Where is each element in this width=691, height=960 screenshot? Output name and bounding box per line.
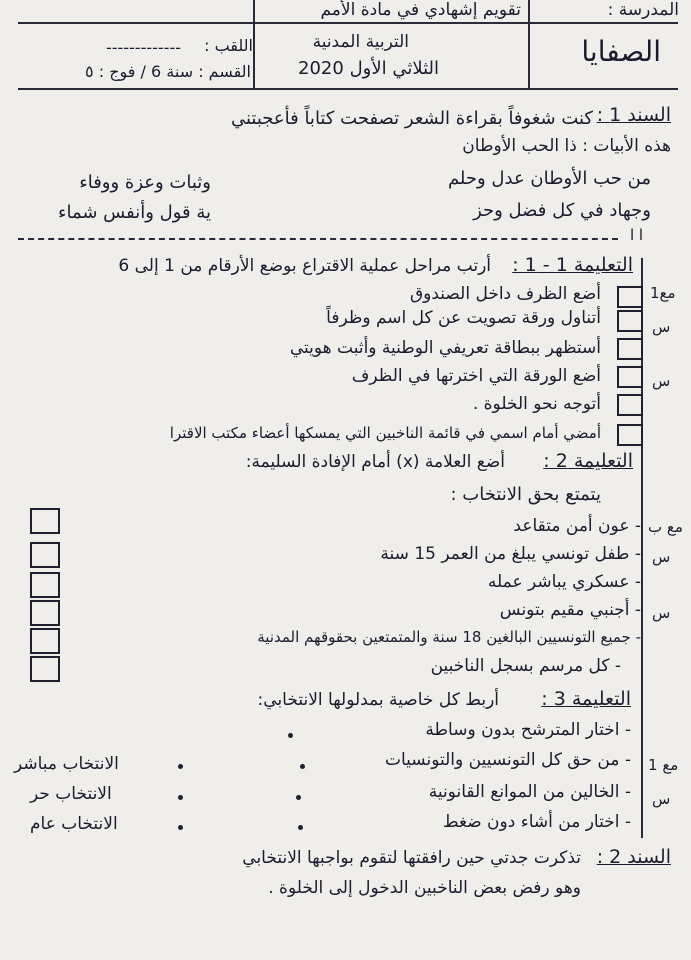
pupil-name: الصفايا: [581, 35, 661, 68]
verse1-right: من حب الأوطان عدل وحلم: [447, 168, 651, 189]
header-divider-right: [528, 0, 530, 88]
task3-dot-r3[interactable]: [296, 795, 301, 800]
task2-title: التعليمة 2 :: [543, 450, 633, 472]
task3-dot-l2[interactable]: [178, 795, 183, 800]
verse2-right: وجهاد في كل فضل وحز: [473, 200, 651, 221]
task2-item-4: - أجنبي مقيم بتونس: [499, 600, 641, 620]
task2-box-6[interactable]: [30, 656, 60, 682]
sanad2-title: السند 2 :: [596, 846, 671, 868]
task2-item-2: - طفل تونسي يبلغ من العمر 15 سنة: [380, 544, 641, 564]
task1-box-4[interactable]: [617, 366, 643, 388]
task1-item-6: أمضي أمام اسمي في قائمة الناخبين التي يمسكها أعضاء مكتب الاقترا: [169, 424, 601, 442]
sanad1-line2: هذه الأبيات : ذا الحب الأوطان: [462, 136, 671, 156]
task3-instruction: أربط كل خاصية بمدلولها الانتخابي:: [257, 690, 499, 710]
task2-item-3: - عسكري يباشر عمله: [487, 572, 641, 592]
task1-item-1: أضع الظرف داخل الصندوق: [409, 284, 601, 304]
margin-mark-d1: ا ا: [630, 226, 644, 244]
task2-item-1: - عون أمن متقاعد: [513, 516, 641, 536]
header-evaluation: تقويم إشهادي في مادة الأمم: [320, 0, 521, 20]
margin-mark-m4: مع ب: [648, 518, 683, 536]
task3-title: التعليمة 3 :: [541, 688, 631, 710]
task1-instruction: أرتب مراحل عملية الاقتراع بوضع الأرقام من 1 إلى 6: [118, 256, 491, 276]
task1-title: التعليمة 1 - 1 :: [512, 254, 633, 276]
task2-box-4[interactable]: [30, 600, 60, 626]
class-label: القسم : سنة 6 / فوج : ٥: [85, 62, 251, 81]
task2-instruction: أضع العلامة (x) أمام الإفادة السليمة:: [245, 452, 505, 472]
task3-left-1: الانتخاب مباشر: [14, 754, 119, 774]
task1-item-3: أستظهر ببطاقة تعريفي الوطنية وأثبت هويتي: [289, 338, 601, 358]
task3-left-2: الانتخاب حر: [30, 784, 112, 804]
header-divider-left: [253, 0, 255, 88]
margin-mark-m8: س: [652, 790, 671, 808]
task2-box-5[interactable]: [30, 628, 60, 654]
sanad2-line2: وهو رفض بعض الناخبين الدخول إلى الخلوة .: [268, 878, 581, 898]
task1-box-5[interactable]: [617, 394, 643, 416]
task3-right-4: - اختار من أشاء دون ضغط: [442, 812, 631, 832]
margin-mark-m1: مع1: [650, 284, 676, 302]
margin-mark-m3: س: [652, 372, 671, 390]
name-label: اللقب :: [204, 36, 253, 55]
task3-left-3: الانتخاب عام: [30, 814, 118, 834]
task2-item-5: - جميع التونسيين البالغين 18 سنة والمتمتعين بحقوقهم المدنية: [257, 628, 641, 646]
task1-item-4: أضع الورقة التي اخترتها في الظرف: [351, 366, 601, 386]
verse1-left: وثبات وعزة ووفاء: [79, 172, 211, 193]
task1-box-1[interactable]: [617, 286, 643, 308]
margin-mark-m2: س: [652, 318, 671, 336]
margin-mark-m6: س: [652, 604, 671, 622]
task3-dot-r4[interactable]: [298, 825, 303, 830]
task1-box-6[interactable]: [617, 424, 643, 446]
task3-right-3: - الخالين من الموانع القانونية: [428, 782, 631, 802]
header-term: الثلاثي الأول 2020: [298, 58, 439, 79]
task2-lead: يتمتع بحق الانتخاب :: [450, 484, 601, 505]
task1-item-5: أتوجه نحو الخلوة .: [472, 394, 601, 414]
name-dashes: -------------: [105, 38, 181, 57]
task1-item-2: أتناول ورقة تصويت عن كل اسم وظرفاً: [326, 308, 601, 328]
header-subject: التربية المدنية: [312, 32, 409, 52]
task1-box-2[interactable]: [617, 310, 643, 332]
task3-dot-l1[interactable]: [178, 764, 183, 769]
header-bottom-line: [18, 88, 678, 90]
header-top-line: [18, 22, 678, 24]
task3-dot-l3[interactable]: [178, 825, 183, 830]
margin-mark-m5: س: [652, 548, 671, 566]
task2-box-1[interactable]: [30, 508, 60, 534]
task3-dot-r2[interactable]: [300, 764, 305, 769]
section-divider: [18, 238, 618, 240]
task2-box-3[interactable]: [30, 572, 60, 598]
header-school: المدرسة :: [607, 0, 679, 20]
task3-right-1: - اختار المترشح بدون وساطة: [425, 720, 631, 740]
task1-box-3[interactable]: [617, 338, 643, 360]
task3-dot-r1[interactable]: [288, 733, 293, 738]
sanad1-line1: كنت شغوفاً بقراءة الشعر تصفحت كتاباً فأعجبتني: [230, 108, 593, 129]
sanad2-line1: تذكرت جدتي حين رافقتها لتقوم بواجبها الانتخابي: [242, 848, 581, 868]
sanad1-title: السند 1 :: [596, 104, 671, 126]
verse2-left: ية قول وأنفس شماء: [58, 202, 211, 223]
task2-box-2[interactable]: [30, 542, 60, 568]
task2-item-6: - كل مرسم بسجل الناخبين: [430, 656, 621, 676]
margin-mark-m7: مع 1: [648, 756, 679, 774]
task3-right-2: - من حق كل التونسيين والتونسيات: [384, 750, 631, 770]
